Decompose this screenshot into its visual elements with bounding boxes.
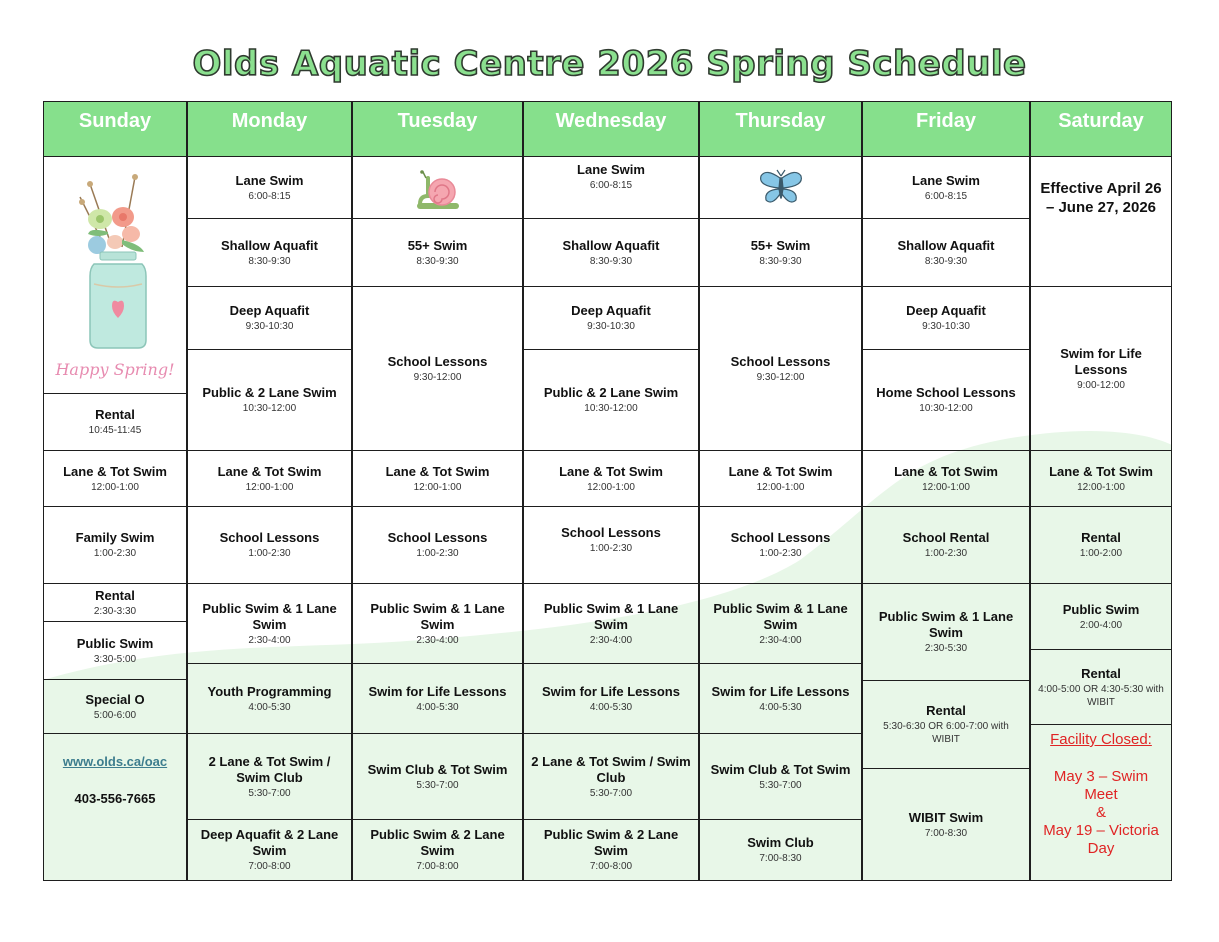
event-name: Public Swim & 1 Lane Swim	[878, 609, 1014, 640]
monday-youth	[187, 663, 352, 734]
event-time: 6:00-8:15	[589, 180, 633, 191]
tuesday-decoration-cell	[352, 156, 523, 219]
friday-shallow	[862, 218, 1030, 287]
thursday-sfl	[699, 663, 862, 734]
event-time: 12:00-1:00	[1077, 481, 1125, 493]
event-time: 6:00-8:15	[924, 190, 968, 202]
event-time: 7:00-8:30	[759, 853, 802, 864]
tuesday-sfl	[352, 663, 523, 734]
event-name: Public Swim	[76, 635, 154, 651]
thursday-decoration-cell	[699, 156, 862, 219]
header-wednesday: Wednesday	[523, 101, 699, 157]
event-name: Swim Club & Tot Swim	[367, 761, 508, 777]
wednesday-public-1lane	[523, 583, 699, 664]
wednesday-lane-tot	[523, 450, 699, 507]
event-time: 4:00-5:00 OR 4:30-5:30 with WIBIT	[1038, 683, 1164, 708]
saturday-rental-2	[1030, 649, 1172, 725]
tuesday-public-2lane	[352, 819, 523, 881]
event-name: Swim for Life Lessons	[542, 683, 680, 699]
event-time: 12:00-1:00	[245, 481, 294, 493]
event-time: 1:00-2:30	[924, 548, 968, 559]
event-time: 1:00-2:30	[93, 548, 137, 559]
event-time: 8:30-9:30	[416, 255, 459, 267]
monday-school	[187, 506, 352, 584]
sunday-special	[43, 679, 187, 734]
event-name: Lane & Tot Swim	[63, 463, 167, 479]
facility-closed-title: Facility Closed:	[1050, 731, 1152, 748]
header-sunday: Sunday	[43, 101, 187, 157]
event-time: 12:00-1:00	[587, 481, 635, 493]
friday-rental	[862, 680, 1030, 769]
tuesday-school-1	[352, 286, 523, 451]
monday-deep-2lane	[187, 819, 352, 881]
event-name: Public Swim & 1 Lane Swim	[370, 600, 505, 632]
wednesday-school	[523, 506, 699, 584]
monday-public-2lane	[187, 349, 352, 451]
event-name: Shallow Aquafit	[220, 237, 319, 253]
closure-victoria-day: May 19 – Victoria Day	[1043, 822, 1159, 857]
event-name: Swim for Life Lessons	[711, 683, 850, 699]
friday-home-school	[862, 349, 1030, 451]
event-time: 5:30-7:00	[759, 779, 802, 791]
event-time: 7:00-8:00	[248, 861, 291, 872]
effective-dates: Effective April 26 – June 27, 2026	[1030, 156, 1172, 287]
happy-spring-text: Happy Spring!	[55, 359, 175, 379]
event-name: Rental	[926, 703, 966, 718]
event-name: 55+ Swim	[407, 237, 468, 253]
sunday-contact-cell	[43, 733, 187, 881]
phone-number: 403-556-7665	[74, 791, 156, 806]
wednesday-shallow	[523, 218, 699, 287]
monday-lane-tot	[187, 450, 352, 507]
event-time: 5:30-6:30 OR 6:00-7:00 with WIBIT	[883, 721, 1009, 745]
event-time: 3:30-5:00	[93, 653, 137, 665]
tuesday-club	[352, 733, 523, 820]
event-name: Public Swim & 2 Lane Swim	[370, 827, 505, 858]
event-time: 1:00-2:30	[248, 548, 291, 559]
sunday-rental-1	[43, 393, 187, 451]
header-tuesday: Tuesday	[352, 101, 523, 157]
event-name: Lane Swim	[235, 172, 304, 188]
event-name: Lane & Tot Swim	[559, 463, 663, 479]
event-name: Public Swim & 1 Lane Swim	[543, 600, 679, 632]
event-name: Rental	[95, 407, 135, 422]
butterfly-icon	[758, 168, 804, 208]
event-name: Lane & Tot Swim	[894, 463, 998, 479]
event-name: Public & 2 Lane Swim	[543, 385, 679, 400]
wednesday-lane	[523, 156, 699, 219]
event-name: Swim Club	[747, 835, 814, 850]
event-time: 1:00-2:00	[1079, 548, 1123, 559]
event-name: Lane & Tot Swim	[217, 463, 322, 479]
thursday-55-swim	[699, 218, 862, 287]
event-name: Deep Aquafit & 2 Lane Swim	[200, 827, 339, 858]
event-name: Lane Swim	[577, 162, 645, 177]
event-name: WIBIT Swim	[908, 809, 984, 825]
event-time: 2:00-4:00	[1079, 619, 1123, 631]
event-time: 8:30-9:30	[589, 255, 633, 267]
event-time: 9:30-12:00	[756, 371, 805, 383]
event-name: Lane & Tot Swim	[728, 463, 833, 479]
event-name: Swim Club & Tot Swim	[710, 761, 851, 777]
wednesday-sfl	[523, 663, 699, 734]
sunday-public	[43, 621, 187, 680]
event-time: 12:00-1:00	[756, 481, 805, 493]
event-name: Rental	[1081, 665, 1121, 681]
event-name: Swim for Life Lessons	[1060, 345, 1142, 377]
wednesday-public-2lane	[523, 349, 699, 451]
event-time: 10:30-12:00	[919, 403, 973, 414]
event-name: Public Swim & 1 Lane Swim	[713, 600, 848, 632]
friday-deep	[862, 286, 1030, 350]
sunday-rental-2	[43, 583, 187, 622]
friday-wibit	[862, 768, 1030, 881]
event-time: 2:30-4:00	[759, 634, 802, 646]
event-time: 10:30-12:00	[584, 403, 638, 414]
event-time: 9:30-10:30	[587, 321, 635, 332]
monday-lane	[187, 156, 352, 219]
facility-closed-notice	[1030, 724, 1172, 881]
wednesday-club	[523, 733, 699, 820]
event-name: Deep Aquafit	[571, 303, 651, 318]
monday-deep	[187, 286, 352, 350]
event-name: Lane & Tot Swim	[1049, 463, 1153, 479]
event-time: 10:30-12:00	[242, 403, 297, 414]
event-time: 8:30-9:30	[924, 255, 968, 267]
event-time: 7:00-8:00	[416, 861, 459, 872]
wednesday-public-2lane-evening	[523, 819, 699, 881]
event-name: Lane Swim	[912, 172, 980, 188]
event-name: Rental	[1081, 530, 1121, 545]
event-time: 7:00-8:30	[924, 827, 968, 839]
event-time: 9:30-10:30	[922, 321, 970, 332]
event-name: School Rental	[902, 530, 990, 545]
event-name: 55+ Swim	[750, 237, 811, 253]
tuesday-school-2	[352, 506, 523, 584]
event-name: Public Swim & 2 Lane Swim	[543, 827, 679, 858]
tuesday-public-1lane	[352, 583, 523, 664]
page-title: Olds Aquatic Centre 2026 Spring Schedule	[192, 44, 1027, 84]
event-time: 4:00-5:30	[589, 701, 633, 713]
event-name: Deep Aquafit	[906, 303, 986, 318]
event-time: 10:45-11:45	[88, 425, 142, 436]
event-name: School Lessons	[730, 530, 831, 545]
monday-shallow	[187, 218, 352, 287]
event-name: Public Swim & 1 Lane Swim	[202, 600, 337, 632]
event-time: 8:30-9:30	[248, 255, 291, 267]
thursday-school-1	[699, 286, 862, 451]
event-name: School Lessons	[219, 530, 320, 545]
event-time: 5:30-7:00	[248, 787, 291, 799]
header-friday: Friday	[862, 101, 1030, 157]
event-name: Deep Aquafit	[229, 303, 310, 318]
thursday-club	[699, 733, 862, 820]
thursday-school-2	[699, 506, 862, 584]
event-name: 2 Lane & Tot Swim / Swim Club	[531, 753, 691, 785]
event-name: Shallow Aquafit	[562, 237, 660, 253]
event-time: 1:00-2:30	[416, 548, 459, 559]
event-name: Swim for Life Lessons	[368, 683, 507, 699]
event-name: Special O	[85, 691, 145, 707]
snail-icon	[416, 166, 460, 210]
event-name: Public Swim	[1062, 601, 1140, 617]
friday-lane	[862, 156, 1030, 219]
website-link[interactable]: www.olds.ca/oac	[62, 754, 168, 769]
event-time: 9:30-12:00	[413, 371, 462, 383]
flower-jar-icon	[60, 172, 170, 362]
sunday-decoration-cell	[43, 156, 187, 394]
event-time: 9:30-10:30	[245, 321, 294, 332]
event-time: 2:30-4:00	[248, 634, 291, 646]
saturday-rental-1	[1030, 506, 1172, 584]
event-time: 9:00-12:00	[1077, 379, 1125, 391]
event-time: 5:30-7:00	[416, 779, 459, 791]
event-time: 2:30-5:30	[924, 643, 968, 654]
header-saturday: Saturday	[1030, 101, 1172, 157]
event-name: Public & 2 Lane Swim	[202, 385, 337, 400]
tuesday-55-swim	[352, 218, 523, 287]
closure-ampersand: &	[1095, 804, 1106, 821]
tuesday-lane-tot	[352, 450, 523, 507]
event-time: 12:00-1:00	[413, 481, 462, 493]
friday-lane-tot	[862, 450, 1030, 507]
event-time: 2:30-4:00	[416, 634, 459, 646]
wednesday-deep	[523, 286, 699, 350]
event-name: School Lessons	[730, 353, 831, 369]
monday-club	[187, 733, 352, 820]
event-time: 5:30-7:00	[589, 787, 633, 799]
header-thursday: Thursday	[699, 101, 862, 157]
event-name: School Lessons	[561, 525, 661, 540]
event-time: 8:30-9:30	[759, 255, 802, 267]
event-time: 1:00-2:30	[759, 548, 802, 559]
event-time: 12:00-1:00	[91, 481, 139, 493]
event-time: 6:00-8:15	[248, 190, 291, 202]
event-time: 7:00-8:00	[589, 861, 633, 872]
event-name: Rental	[95, 587, 135, 603]
saturday-lane-tot	[1030, 450, 1172, 507]
header-monday: Monday	[187, 101, 352, 157]
monday-public-1lane	[187, 583, 352, 664]
event-name: School Lessons	[387, 353, 488, 369]
friday-school-rental	[862, 506, 1030, 584]
saturday-public	[1030, 583, 1172, 650]
thursday-public-1lane	[699, 583, 862, 664]
event-time: 4:00-5:30	[248, 701, 291, 713]
event-time: 4:00-5:30	[416, 701, 459, 713]
event-time: 1:00-2:30	[589, 543, 633, 554]
event-name: Youth Programming	[207, 683, 332, 699]
event-name: Family Swim	[75, 530, 155, 545]
event-name: School Lessons	[387, 530, 488, 545]
sunday-lane-tot	[43, 450, 187, 507]
friday-public-1lane	[862, 583, 1030, 681]
closure-swim-meet: May 3 – Swim Meet	[1053, 768, 1149, 803]
saturday-sfl	[1030, 286, 1172, 451]
event-time: 2:30-3:30	[93, 605, 137, 617]
event-name: Shallow Aquafit	[897, 237, 995, 253]
event-time: 5:00-6:00	[93, 709, 137, 721]
event-time: 12:00-1:00	[922, 481, 970, 493]
event-time: 4:00-5:30	[759, 701, 802, 713]
event-time: 2:30-4:00	[589, 634, 633, 646]
sunday-family	[43, 506, 187, 584]
event-name: 2 Lane & Tot Swim / Swim Club	[208, 753, 331, 785]
event-name: Lane & Tot Swim	[385, 463, 490, 479]
thursday-swim-club	[699, 819, 862, 881]
thursday-lane-tot	[699, 450, 862, 507]
event-name: Home School Lessons	[876, 385, 1016, 400]
